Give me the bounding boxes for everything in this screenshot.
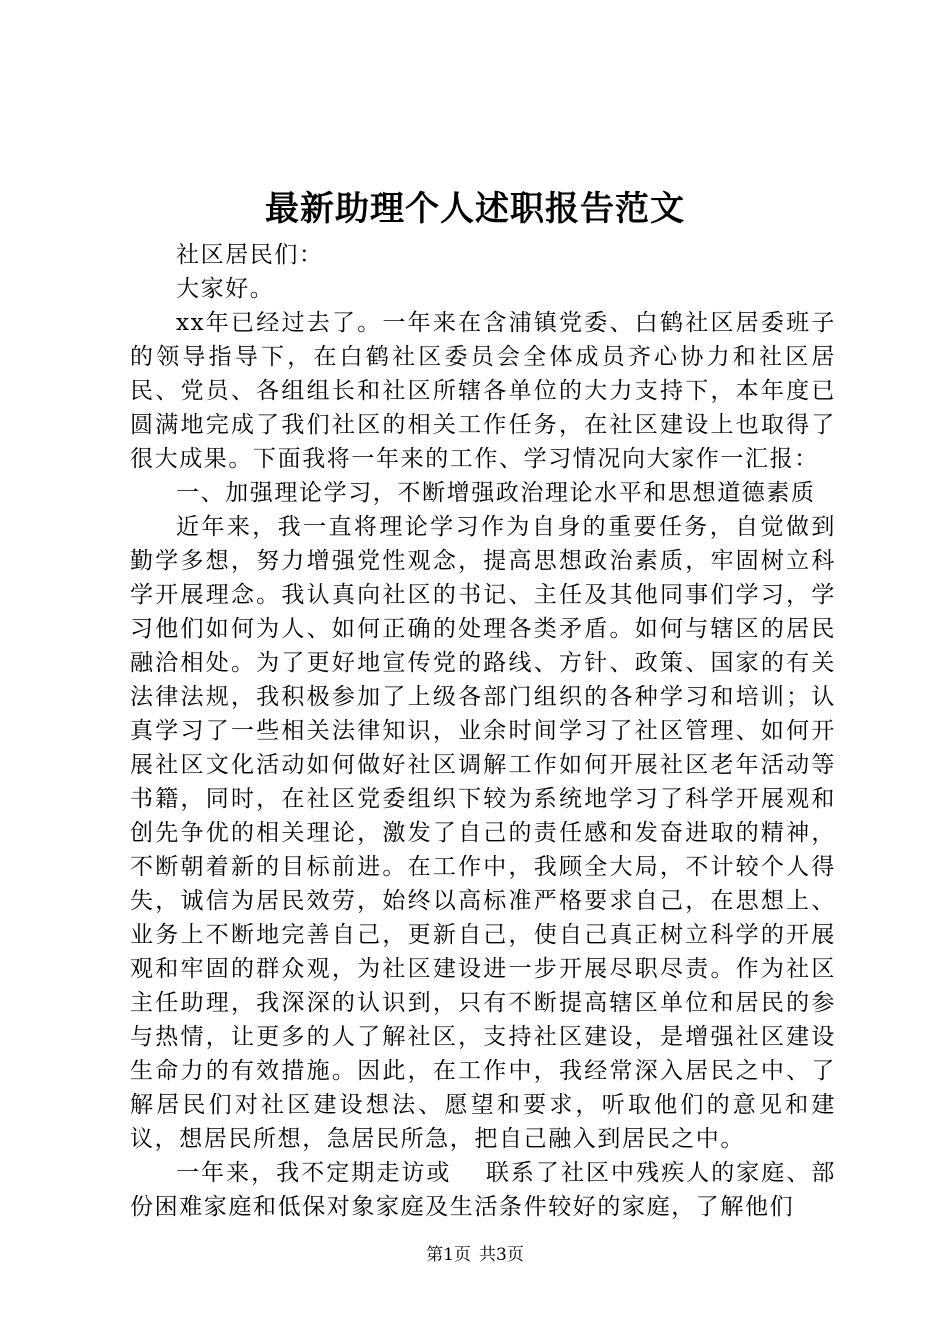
section-heading: 一、加强理论学习，不断增强政治理论水平和思想道德素质 [176,480,816,506]
page-number: 第1页 [426,1245,471,1265]
document-body [130,238,836,1224]
salutation-paragraph: 大家好。 [176,276,275,302]
greeting-paragraph: 社区居民们： [176,242,324,268]
page-total: 共3页 [479,1245,524,1265]
study-paragraph: 近年来，我一直将理论学习作为自身的重要任务，自觉做到勤学多想，努力增强党性观念，提高思想政治素质，牢固树立科学开展理念。我认真向社区的书记、主任及其他同事们学习，学习他们如何为人、如何正确的处理各类矛盾。如何与辖区的居民融洽相处。为了更好地宣传党的路线、方针、政策、国家的有关法律法规，我积极参加了上级各部门组织的各种学习和培训；认真学习了一些相关法律知识，业余时间学习了社区管理、如何开展社区文化活动如何做好社区调解工作如何开展社区老年活动等书籍，同时，在社区党委组织下较为系统地学习了科学开展观和创先争优的相关理论，激发了自己的责任感和发奋进取的精神，不断朝着新的目标前进。在工作中，我顾全大局，不计较个人得失，诚信为居民效劳，始终以高标准严格要求自己，在思想上、业务上不断地完善自己，更新自己，使自己真正树立科学的开展观和牢固的群众观，为社区建设进一步开展尽职尽责。作为社区主任助理，我深深的认识到，只有不断提高辖区单位和居民的参与热情，让更多的人了解社区，支持社区建设，是增强社区建设生命力的有效措施。因此，在工作中，我经常深入居民之中、了解居民们对社区建设想法、愿望和要求，听取他们的意见和建议，想居民所想，急居民所急，把自己融入到居民之中。 [130,514,836,1152]
page-footer [0,1243,950,1267]
intro-paragraph: xx年已经过去了。一年来在含浦镇党委、白鹤社区居委班子的领导指导下，在白鹤社区委员会全体成员齐心协力和社区居民、党员、各组组长和社区所辖各单位的大力支持下，本年度已圆满地完成了我们社区的相关工作任务，在社区建设上也取得了很大成果。下面我将一年来的工作、学习情况向大家作一汇报： [130,310,836,472]
document-title: 最新助理个人述职报告范文 [265,189,685,229]
visits-paragraph: 一年来，我不定期走访或 联系了社区中残疾人的家庭、部份困难家庭和低保对象家庭及生活条件较好的家庭，了解他们 [130,1160,836,1220]
